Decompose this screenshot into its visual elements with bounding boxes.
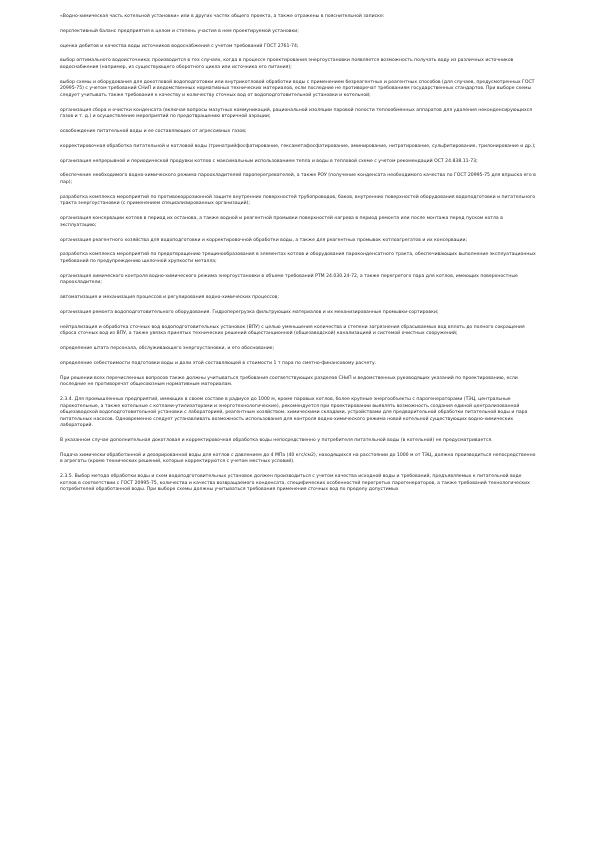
paragraph: автоматизация и механизация процессов и регулирования водно-химических процессов; [60,295,279,301]
paragraph: организация химического контроля водно-химического режима энергоустановки в объеме требований РТМ 24.030.24-72, а также перегретого пара для котлов, имеющих поверхностные пароохладители; [60,273,518,286]
paragraph: 2.3.5. Выбор метода обработки воды и схем водоподготовительных установок должен производиться с учетом качества исходной воды и требований, предъявляемых к питательной воде котлов в соответствии с ГОСТ 20995-75, количества и качества возвращаемого конденсата, специфических особенностей перегретых парогенераторов, а также требований технологических потребителей обработанной воды. При выборе схемы должны учитываться требования применения сточных вод по пределу допустимых [60,474,530,493]
paragraph: корректировочная обработка питательной и котловой воды (тринатрийфосфатирование, гексаметафосфатирование, аминирование, нитратирование, сульфитирование, трилонирование и др.); [60,143,536,149]
paragraph: организация ремонта водоподготовительного оборудования. Гидроперегрузка фильтрующих материалов и их механизированные промывки-сортировки; [60,309,439,315]
paragraph: 2.3.4. Для промышленных предприятий, имеющих в своем составе в радиусе до 1000 м, кроме паровых котлов, более крупные энергообъекты с парогенераторами (ТЭЦ, центральные парокотельные, а также котельные с котлами-утилизаторами и энерготехнологические), рекомендуется при проектировании выявлять возможность создания единой централизованной общезаводской водоподготовительной установки с лабораторией, реагентным хозяйством, химическими складами, устройствами для предварительной обработки питательной воды и пара питательных насосов. Одновременно следует устанавливать возможность использования для контроля водно-химического режима новой котельной существующих водно-химических лабораторий. [60,396,528,429]
paragraph: организация сбора и очистки конденсата (включая вопросы мазутных коммуникаций, рациональной изоляции паровой полости теплообменных аппаратов для удаления неконденсирующихся газов и т. д.) и осуществление мероприятий по предотвращению вторичной аэрации; [60,107,532,120]
paragraph: освобождение питательной воды и ее составляющих от агрессивных газов; [60,129,247,135]
paragraph: нейтрализация и обработка сточных вод водоподготовительных установок (ВПУ) с целью уменьшения количества и степени загрязнения сбрасываемых вод вплоть до полного сокращения сброса сточных вод из ВПУ, а также увязка принятых технических решений общестанционной (общезаводской) канализацией и системой очистных сооружений; [60,324,525,337]
paragraph: При решении всех перечисленных вопросов также должны учитываться требования соответствующих разделов СНиП и ведомственных руководящих указаний по проектированию, если последние не противоречат общесоюзным нормативным материалам. [60,375,518,388]
paragraph: «Водно-химическая часть котельной установки» или в других частях общего проекта, а также отражены в пояснительной записке: [60,14,385,19]
paragraph: организация реагентного хозяйства для водоподготовки и корректировочной обработки воды, а также для реагентных промывок котлоагрегатов и их консервации; [60,237,468,243]
paragraph: определение штата персонала, обслуживающего энергоустановки, и его обоснование; [60,346,275,351]
paragraph: обеспечение необходимого водно-химического режима пароохладителей пароперегревателей, а также РОУ (получение конденсата необходимого качества по ГОСТ 20995-75 для впрыска его в пар); [60,173,536,185]
document-page [60,14,538,500]
paragraph: выбор схемы и оборудования для докотловой водоподготовки или внутрикотловой обработки воды с применением безреагентных и реагентных способов (для случаев, предусмотренных ГОСТ 20995-75) с учетом требований СНиП и ведомственных нормативных технических материалов, если последние не противоречат требованиям государственных стандартов. При выборе схемы следует учитывать также требования к качеству и количеству сточных вод от водоподготовительной установки и котельной; [60,79,535,98]
paragraph: организация консервации котлов в период их останова, а также водной и реагентной промывки поверхностей нагрева в период ремонта или после монтажа перед пуском котла в эксплуатацию; [60,216,503,228]
paragraph: организация непрерывной и периодической продувки котлов с максимальным использованием тепла и воды в тепловой схеме с учетом рекомендаций ОСТ 24.838.11-73; [60,158,478,164]
paragraph: разработка комплекса мероприятий по предотвращению трещинообразования в элементах котлов и оборудования пароконденсатного тракта, обеспечивающих выполнение эксплуатационных требований по предупреждению щелочной хрупкости металла; [60,252,536,264]
paragraph: оценка дебитов и качества воды источников водоснабжения с учетом требований ГОСТ 2761-74; [60,43,299,49]
paragraph: перспективный баланс предприятия в целом и степень участия в нем проектируемой установки; [60,28,299,34]
paragraph: выбор оптимального водоисточника; производится в тех случаях, когда в процессе проектирования энергоустановки появляется возможность получать воду из различных источников водоснабжения (например, из существующего оборотного цикла или источника его питания); [60,58,514,70]
paragraph: Подача химически обработанной и деаэрированной воды для котлов с давлением до 4 МПа (40 кгс/см2), находящихся на расстоянии до 1000 м от ТЭЦ, должна производиться непосредственно в агрегаты (кроме технических решений, которые корректируются с учетом местных условий). [60,452,536,465]
paragraph: В указанном случае дополнительная докотловая и корректировочная обработка воды непосредственно у потребителя питательной воды (в котельной) не предусматривается. [60,438,493,444]
paragraph: разработка комплекса мероприятий по противокоррозионной защите внутренних поверхностей трубопроводов, баков, внутренних поверхностей оборудования водоподготовки и питательного тракта энергоустановки (с применением специализированных организаций); [60,194,536,207]
paragraph: определение себестоимости подготовки воды и доли этой составляющей в стоимости 1 т пара по сметно-финансовому расчету. [60,360,377,366]
